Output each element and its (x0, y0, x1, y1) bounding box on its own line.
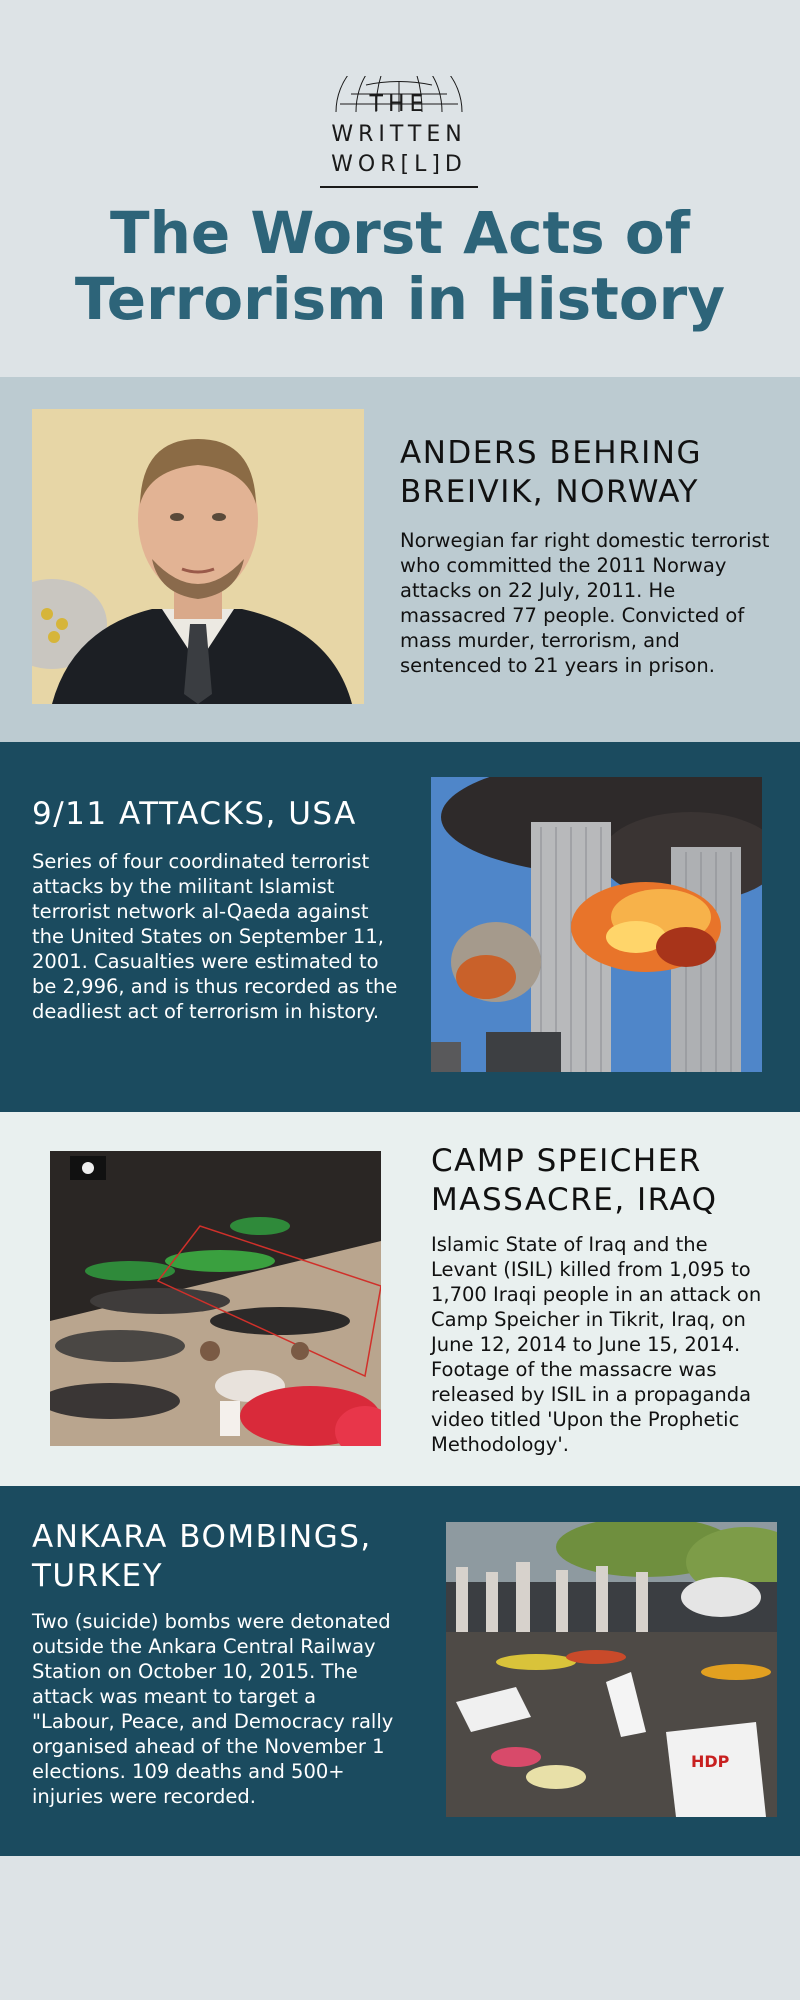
911-photo (431, 777, 762, 1072)
speicher-photo (50, 1151, 381, 1446)
header (0, 0, 800, 377)
section-body: Two (suicide) bombs were detonated outside the Ankara Central Railway Station on October 10, 2015. The attack was meant to target a "Labour, Peace, and Democracy rally organised ahead of the November 1 elections. 109 deaths and 500+ injuries were recorded. (32, 1610, 394, 1808)
logo-line-1: THE (369, 92, 429, 117)
breivik-photo (32, 409, 364, 704)
section-title: ANKARA BOMBINGS, TURKEY (32, 1519, 372, 1594)
logo-underline (320, 186, 478, 188)
section-ankara (0, 1486, 800, 1856)
section-title: CAMP SPEICHER MASSACRE, IRAQ (431, 1143, 718, 1218)
section-breivik (0, 377, 800, 742)
page-title: The Worst Acts of Terrorism in History (74, 199, 726, 333)
logo-line-2: WRITTEN (331, 122, 467, 147)
section-body: Islamic State of Iraq and the Levant (ISIL) killed from 1,095 to 1,700 Iraqi people in an attack on Camp Speicher in Tikrit, Iraq, on June 12, 2014 to June 15, 2014. Footage of the massacre was released by ISIL in a propaganda video titled 'Upon the Prophetic Methodology'. (431, 1233, 762, 1456)
section-body: Series of four coordinated terrorist attacks by the militant Islamist terrorist network al-Qaeda against the United States on September 11, 2001. Casualties were estimated to be 2,996, and is thus recorded as the deadliest act of terrorism in history. (32, 850, 398, 1023)
section-body: Norwegian far right domestic terrorist who committed the 2011 Norway attacks on 22 July, 2011. He massacred 77 people. Convicted of mass murder, terrorism, and sentenced to 21 years in prison. (400, 529, 770, 677)
section-speicher (0, 1112, 800, 1486)
svg-text:HDP: HDP (691, 1752, 730, 1771)
section-title: ANDERS BEHRING BREIVIK, NORWAY (400, 435, 702, 510)
logo (316, 76, 482, 192)
section-911 (0, 742, 800, 1112)
section-title: 9/11 ATTACKS, USA (32, 796, 357, 832)
ankara-photo (446, 1522, 777, 1817)
logo-line-3: WOR[L]D (331, 152, 467, 177)
